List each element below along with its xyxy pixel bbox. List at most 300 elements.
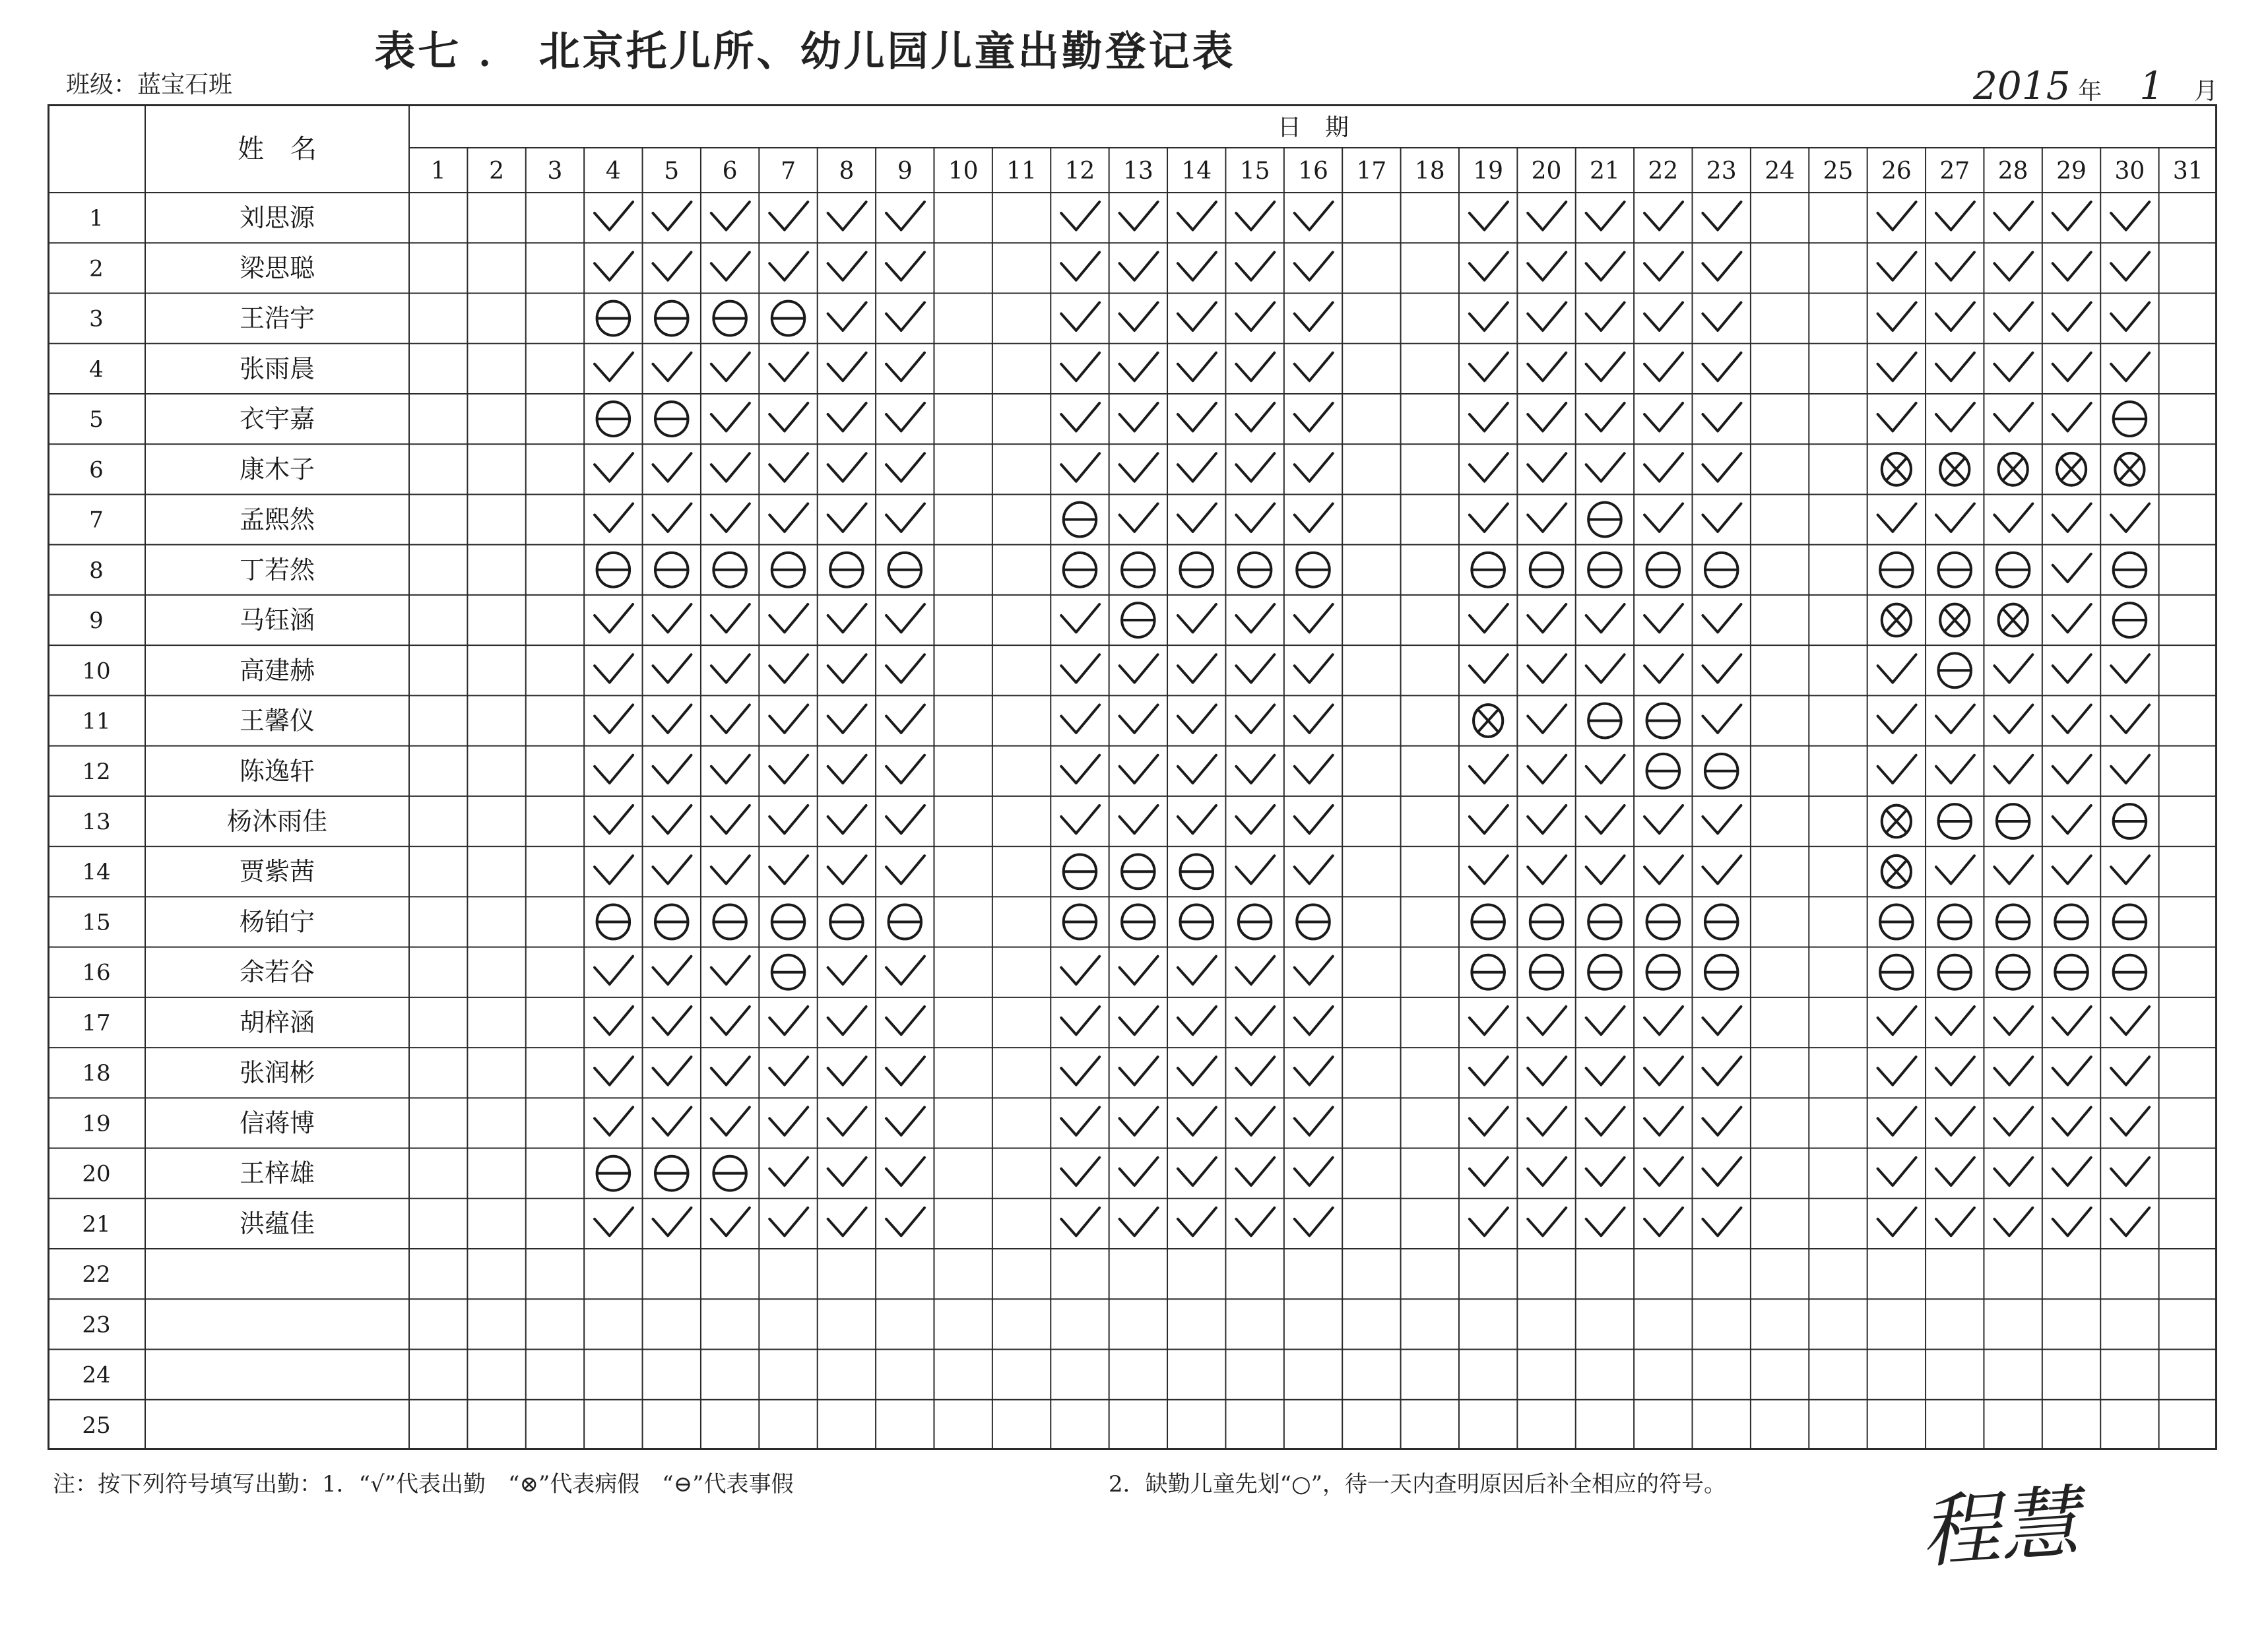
present-check-mark — [1061, 1107, 1099, 1135]
present-check-mark — [769, 1057, 808, 1085]
present-check-mark — [2053, 604, 2091, 632]
present-check-mark — [1178, 1057, 1216, 1085]
present-check-mark — [1878, 504, 1916, 532]
present-check-mark — [595, 1208, 633, 1236]
present-check-mark — [711, 805, 750, 833]
present-check-mark — [886, 755, 924, 783]
present-check-mark — [1644, 654, 1683, 682]
present-check-mark — [2111, 504, 2149, 532]
present-check-mark — [1994, 403, 2032, 431]
present-check-mark — [1528, 1158, 1566, 1185]
present-check-mark — [653, 353, 691, 381]
present-check-mark — [1644, 252, 1683, 280]
present-check-mark — [1936, 1208, 1974, 1236]
year-unit: 年 — [2078, 78, 2102, 105]
present-check-mark — [1702, 1057, 1741, 1085]
present-check-mark — [1236, 303, 1274, 330]
present-check-mark — [1702, 403, 1741, 431]
present-check-mark — [2111, 1007, 2149, 1034]
present-check-mark — [1586, 654, 1625, 682]
present-check-mark — [886, 1057, 924, 1085]
present-check-mark — [828, 403, 866, 431]
present-check-mark — [1295, 957, 1333, 984]
present-check-mark — [1936, 1007, 1974, 1034]
present-check-mark — [1470, 805, 1508, 833]
present-check-mark — [1994, 654, 2032, 682]
present-check-mark — [1470, 504, 1508, 532]
present-check-mark — [828, 453, 866, 481]
present-check-mark — [1470, 1057, 1508, 1085]
present-check-mark — [595, 705, 633, 732]
present-check-mark — [1702, 202, 1741, 230]
present-check-mark — [1178, 353, 1216, 381]
present-check-mark — [1528, 1208, 1566, 1236]
present-check-mark — [595, 453, 633, 481]
present-check-mark — [1644, 856, 1683, 883]
day-header: 10 — [948, 158, 979, 185]
day-header: 8 — [839, 158, 855, 185]
student-name: 信蒋博 — [239, 1108, 315, 1138]
present-check-mark — [1178, 604, 1216, 632]
present-check-mark — [828, 303, 866, 330]
present-check-mark — [1061, 303, 1099, 330]
present-check-mark — [1936, 303, 1974, 330]
present-check-mark — [653, 805, 691, 833]
present-check-mark — [1702, 353, 1741, 381]
present-check-mark — [1644, 303, 1683, 330]
student-name: 马钰涵 — [239, 606, 315, 635]
day-header: 28 — [1997, 158, 2028, 185]
present-check-mark — [2111, 252, 2149, 280]
present-check-mark — [1528, 805, 1566, 833]
present-check-mark — [1061, 202, 1099, 230]
month-value: 1 — [2139, 63, 2164, 108]
present-check-mark — [769, 705, 808, 732]
present-check-mark — [1236, 705, 1274, 732]
present-check-mark — [1994, 303, 2032, 330]
present-check-mark — [1120, 705, 1158, 732]
present-check-mark — [1528, 202, 1566, 230]
present-check-mark — [711, 252, 750, 280]
present-check-mark — [2053, 1158, 2091, 1185]
attendance-sheet — [48, 104, 2217, 1450]
present-check-mark — [1702, 453, 1741, 481]
present-check-mark — [886, 1007, 924, 1034]
present-check-mark — [2111, 705, 2149, 732]
day-header: 23 — [1706, 158, 1737, 185]
present-check-mark — [1644, 403, 1683, 431]
present-check-mark — [711, 504, 750, 532]
present-check-mark — [1178, 1158, 1216, 1185]
student-name: 张润彬 — [239, 1058, 315, 1088]
row-number: 11 — [82, 708, 111, 735]
student-name: 刘思源 — [239, 203, 315, 233]
student-name: 丁若然 — [239, 555, 315, 584]
present-check-mark — [769, 654, 808, 682]
present-check-mark — [1061, 453, 1099, 481]
present-check-mark — [2111, 654, 2149, 682]
present-check-mark — [886, 1208, 924, 1236]
present-check-mark — [1702, 1107, 1741, 1135]
present-check-mark — [1644, 202, 1683, 230]
present-check-mark — [1120, 1057, 1158, 1085]
present-check-mark — [1120, 654, 1158, 682]
present-check-mark — [1936, 856, 1974, 883]
day-header: 20 — [1531, 158, 1562, 185]
present-check-mark — [653, 504, 691, 532]
present-check-mark — [1178, 1007, 1216, 1034]
present-check-mark — [886, 856, 924, 883]
name-column-header: 姓 名 — [238, 134, 317, 164]
present-check-mark — [828, 604, 866, 632]
present-check-mark — [1178, 1107, 1216, 1135]
present-check-mark — [1120, 755, 1158, 783]
day-header: 26 — [1881, 158, 1912, 185]
present-check-mark — [1295, 1007, 1333, 1034]
present-check-mark — [1644, 1158, 1683, 1185]
present-check-mark — [2053, 805, 2091, 833]
present-check-mark — [1994, 252, 2032, 280]
present-check-mark — [1178, 957, 1216, 984]
present-check-mark — [595, 654, 633, 682]
present-check-mark — [2053, 1107, 2091, 1135]
present-check-mark — [2111, 202, 2149, 230]
present-check-mark — [711, 1208, 750, 1236]
row-number: 21 — [82, 1211, 111, 1238]
present-check-mark — [769, 202, 808, 230]
student-name: 衣宇嘉 — [239, 404, 315, 434]
row-number: 5 — [89, 406, 104, 433]
present-check-mark — [2053, 654, 2091, 682]
present-check-mark — [1936, 1158, 1974, 1185]
row-number: 17 — [82, 1009, 111, 1036]
row-number: 24 — [82, 1362, 111, 1389]
present-check-mark — [1120, 202, 1158, 230]
present-check-mark — [1994, 1057, 2032, 1085]
present-check-mark — [769, 1208, 808, 1236]
present-check-mark — [1236, 805, 1274, 833]
present-check-mark — [1236, 755, 1274, 783]
day-header: 7 — [781, 158, 796, 185]
student-name: 王馨仪 — [239, 706, 315, 736]
present-check-mark — [1178, 755, 1216, 783]
present-check-mark — [1120, 453, 1158, 481]
present-check-mark — [1061, 654, 1099, 682]
present-check-mark — [1470, 252, 1508, 280]
present-check-mark — [1178, 1208, 1216, 1236]
present-check-mark — [1936, 504, 1974, 532]
present-check-mark — [1702, 1007, 1741, 1034]
present-check-mark — [1295, 654, 1333, 682]
student-name: 贾紫茜 — [239, 857, 315, 887]
present-check-mark — [1295, 1158, 1333, 1185]
present-check-mark — [1936, 705, 1974, 732]
present-check-mark — [653, 1107, 691, 1135]
present-check-mark — [1178, 805, 1216, 833]
row-number: 2 — [89, 255, 104, 282]
present-check-mark — [595, 252, 633, 280]
present-check-mark — [1586, 1158, 1625, 1185]
row-number: 9 — [89, 608, 104, 635]
day-header: 13 — [1122, 158, 1153, 185]
present-check-mark — [711, 604, 750, 632]
day-header: 14 — [1181, 158, 1212, 185]
present-check-mark — [1994, 1208, 2032, 1236]
present-check-mark — [1178, 705, 1216, 732]
present-check-mark — [1120, 353, 1158, 381]
present-check-mark — [828, 353, 866, 381]
present-check-mark — [1878, 403, 1916, 431]
present-check-mark — [653, 252, 691, 280]
present-check-mark — [886, 654, 924, 682]
present-check-mark — [1994, 1158, 2032, 1185]
present-check-mark — [769, 453, 808, 481]
day-header: 5 — [664, 158, 680, 185]
present-check-mark — [2111, 1107, 2149, 1135]
present-check-mark — [1120, 303, 1158, 330]
row-number: 20 — [82, 1160, 111, 1187]
present-check-mark — [711, 1107, 750, 1135]
present-check-mark — [1644, 353, 1683, 381]
present-check-mark — [1295, 604, 1333, 632]
present-check-mark — [595, 957, 633, 984]
present-check-mark — [653, 202, 691, 230]
row-number: 6 — [89, 456, 104, 484]
present-check-mark — [1120, 1208, 1158, 1236]
day-header: 9 — [897, 158, 913, 185]
present-check-mark — [828, 705, 866, 732]
present-check-mark — [1528, 856, 1566, 883]
present-check-mark — [1936, 1057, 1974, 1085]
present-check-mark — [1644, 504, 1683, 532]
present-check-mark — [1061, 805, 1099, 833]
present-check-mark — [1120, 403, 1158, 431]
row-number: 25 — [82, 1412, 111, 1439]
present-check-mark — [595, 504, 633, 532]
present-check-mark — [886, 957, 924, 984]
date-column-header: 日 期 — [1277, 114, 1349, 141]
row-number: 7 — [89, 507, 104, 534]
present-check-mark — [2053, 1007, 2091, 1034]
present-check-mark — [1120, 1158, 1158, 1185]
present-check-mark — [2053, 403, 2091, 431]
present-check-mark — [1586, 604, 1625, 632]
present-check-mark — [1178, 504, 1216, 532]
present-check-mark — [1528, 1007, 1566, 1034]
present-check-mark — [1178, 654, 1216, 682]
row-number: 18 — [82, 1060, 111, 1087]
present-check-mark — [769, 403, 808, 431]
present-check-mark — [1878, 353, 1916, 381]
present-check-mark — [1061, 1208, 1099, 1236]
present-check-mark — [1120, 957, 1158, 984]
day-header: 6 — [722, 158, 738, 185]
absence-note: 2．缺勤儿童先划“○”，待一天内查明原因后补全相应的符号。 — [1109, 1471, 1727, 1497]
present-check-mark — [1178, 303, 1216, 330]
legend-note: 注：按下列符号填写出勤：1．“√”代表出勤 “⊗”代表病假 “⊖”代表事假 — [53, 1471, 794, 1497]
present-check-mark — [1528, 252, 1566, 280]
present-check-mark — [1236, 252, 1274, 280]
present-check-mark — [2053, 856, 2091, 883]
present-check-mark — [1470, 1007, 1508, 1034]
present-check-mark — [1528, 604, 1566, 632]
present-check-mark — [2053, 504, 2091, 532]
present-check-mark — [2111, 1208, 2149, 1236]
present-check-mark — [1644, 1057, 1683, 1085]
present-check-mark — [1470, 403, 1508, 431]
present-check-mark — [769, 1107, 808, 1135]
day-header: 2 — [489, 158, 505, 185]
present-check-mark — [711, 202, 750, 230]
row-number: 23 — [82, 1311, 111, 1338]
class-label: 班级：蓝宝石班 — [66, 71, 233, 98]
present-check-mark — [1586, 303, 1625, 330]
present-check-mark — [1295, 453, 1333, 481]
present-check-mark — [1644, 805, 1683, 833]
present-check-mark — [1470, 856, 1508, 883]
present-check-mark — [653, 453, 691, 481]
day-header: 25 — [1823, 158, 1854, 185]
form-title: 表七 ． 北京托儿所、幼儿园儿童出勤登记表 — [374, 27, 1236, 75]
present-check-mark — [1470, 1107, 1508, 1135]
present-check-mark — [1528, 504, 1566, 532]
present-check-mark — [769, 504, 808, 532]
present-check-mark — [1528, 654, 1566, 682]
present-check-mark — [1236, 1057, 1274, 1085]
present-check-mark — [1120, 805, 1158, 833]
present-check-mark — [1586, 805, 1625, 833]
present-check-mark — [1470, 353, 1508, 381]
present-check-mark — [711, 353, 750, 381]
present-check-mark — [1120, 1107, 1158, 1135]
present-check-mark — [1586, 252, 1625, 280]
present-check-mark — [769, 252, 808, 280]
day-header: 18 — [1414, 158, 1445, 185]
present-check-mark — [1061, 957, 1099, 984]
present-check-mark — [886, 252, 924, 280]
present-check-mark — [1994, 1107, 2032, 1135]
present-check-mark — [1702, 705, 1741, 732]
present-check-mark — [769, 856, 808, 883]
day-header: 27 — [1939, 158, 1970, 185]
present-check-mark — [886, 353, 924, 381]
present-check-mark — [595, 1107, 633, 1135]
present-check-mark — [2111, 856, 2149, 883]
present-check-mark — [1936, 755, 1974, 783]
teacher-signature: 程慧 — [1918, 1476, 2083, 1580]
present-check-mark — [1528, 705, 1566, 732]
present-check-mark — [1470, 303, 1508, 330]
present-check-mark — [1236, 504, 1274, 532]
present-check-mark — [1061, 1057, 1099, 1085]
present-check-mark — [1702, 303, 1741, 330]
present-check-mark — [1702, 604, 1741, 632]
present-check-mark — [1178, 403, 1216, 431]
present-check-mark — [1528, 755, 1566, 783]
student-name: 杨铂宁 — [239, 907, 315, 937]
present-check-mark — [1586, 202, 1625, 230]
present-check-mark — [1994, 504, 2032, 532]
present-check-mark — [1061, 403, 1099, 431]
row-number: 13 — [82, 809, 111, 835]
day-header: 12 — [1064, 158, 1095, 185]
present-check-mark — [1295, 303, 1333, 330]
row-number: 4 — [89, 356, 104, 383]
present-check-mark — [1936, 202, 1974, 230]
present-check-mark — [1528, 453, 1566, 481]
present-check-mark — [1236, 604, 1274, 632]
present-check-mark — [1702, 1208, 1741, 1236]
present-check-mark — [1295, 856, 1333, 883]
student-name: 王梓雄 — [239, 1158, 315, 1188]
present-check-mark — [1994, 856, 2032, 883]
day-header: 4 — [605, 158, 621, 185]
present-check-mark — [1936, 403, 1974, 431]
present-check-mark — [1878, 1158, 1916, 1185]
present-check-mark — [1702, 1158, 1741, 1185]
present-check-mark — [1470, 755, 1508, 783]
present-check-mark — [2111, 353, 2149, 381]
present-check-mark — [1236, 654, 1274, 682]
present-check-mark — [2111, 1158, 2149, 1185]
row-number: 8 — [89, 557, 104, 584]
student-name: 胡梓涵 — [239, 1007, 315, 1037]
present-check-mark — [2053, 303, 2091, 330]
present-check-mark — [2053, 353, 2091, 381]
present-check-mark — [1586, 353, 1625, 381]
present-check-mark — [828, 755, 866, 783]
present-check-mark — [1295, 1107, 1333, 1135]
present-check-mark — [1702, 856, 1741, 883]
present-check-mark — [1178, 252, 1216, 280]
present-check-mark — [886, 1107, 924, 1135]
present-check-mark — [769, 1158, 808, 1185]
present-check-mark — [711, 453, 750, 481]
present-check-mark — [1295, 705, 1333, 732]
present-check-mark — [595, 202, 633, 230]
present-check-mark — [1120, 252, 1158, 280]
present-check-mark — [595, 856, 633, 883]
present-check-mark — [828, 1158, 866, 1185]
present-check-mark — [1586, 755, 1625, 783]
present-check-mark — [1295, 202, 1333, 230]
present-check-mark — [1528, 303, 1566, 330]
present-check-mark — [1236, 202, 1274, 230]
present-check-mark — [1470, 453, 1508, 481]
present-check-mark — [2053, 705, 2091, 732]
present-check-mark — [1295, 805, 1333, 833]
day-header: 19 — [1473, 158, 1504, 185]
student-name: 孟熙然 — [239, 505, 315, 534]
present-check-mark — [1644, 604, 1683, 632]
row-number: 15 — [82, 909, 111, 936]
present-check-mark — [1586, 1107, 1625, 1135]
present-check-mark — [1878, 654, 1916, 682]
present-check-mark — [1878, 1208, 1916, 1236]
present-check-mark — [2111, 1057, 2149, 1085]
present-check-mark — [1586, 856, 1625, 883]
present-check-mark — [1586, 403, 1625, 431]
present-check-mark — [595, 604, 633, 632]
present-check-mark — [1586, 1057, 1625, 1085]
present-check-mark — [1470, 1158, 1508, 1185]
present-check-mark — [1061, 353, 1099, 381]
day-header: 30 — [2114, 158, 2145, 185]
present-check-mark — [1994, 1007, 2032, 1034]
present-check-mark — [1528, 1057, 1566, 1085]
student-name: 王浩宇 — [239, 303, 315, 333]
present-check-mark — [769, 805, 808, 833]
